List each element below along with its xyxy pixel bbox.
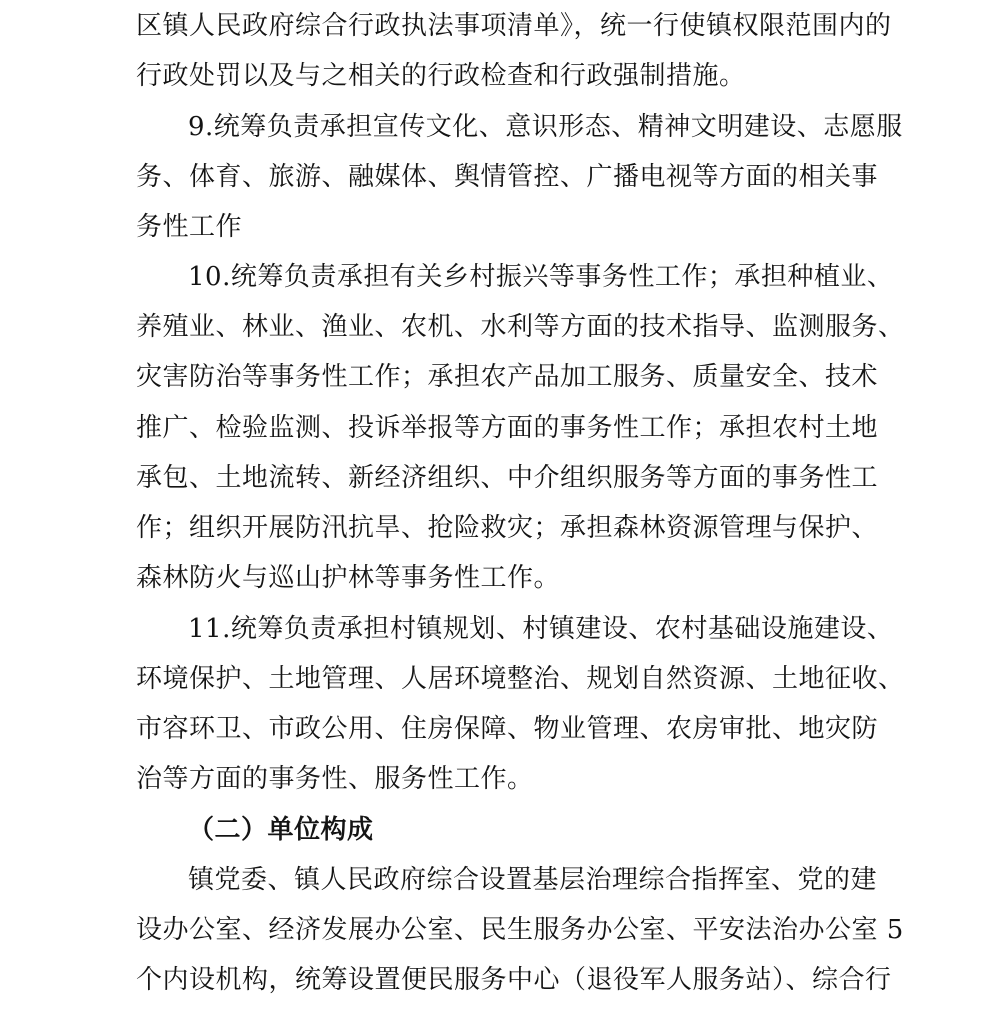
text-line: 森林防火与巡山护林等事务性工作。	[136, 563, 561, 593]
text-line: 承包、土地流转、新经济组织、中介组织服务等方面的事务性工	[136, 463, 879, 493]
text-line: 个内设机构，统筹设置便民服务中心（退役军人服务站）、综合行	[136, 965, 892, 995]
paragraph-first-line: 9.统筹负责承担宣传文化、意识形态、精神文明建设、志愿服	[188, 112, 903, 142]
text-line: 行政处罚以及与之相关的行政检查和行政强制措施。	[136, 61, 746, 91]
text-line: 务性工作	[136, 212, 243, 242]
text-line: 务、体育、旅游、融媒体、舆情管控、广播电视等方面的相关事	[136, 162, 879, 192]
paragraph-first-line: 镇党委、镇人民政府综合设置基层治理综合指挥室、党的建	[188, 865, 878, 895]
text-line: 灾害防治等事务性工作；承担农产品加工服务、质量安全、技术	[136, 362, 879, 392]
section-heading: （二）单位构成	[188, 815, 374, 845]
text-line: 设办公室、经济发展办公室、民生服务办公室、平安法治办公室 5	[136, 915, 904, 945]
text-line: 环境保护、土地管理、人居环境整治、规划自然资源、土地征收、	[136, 664, 905, 694]
text-line: 作；组织开展防汛抗旱、抢险救灾；承担森林资源管理与保护、	[136, 513, 879, 543]
text-line: 区镇人民政府综合行政执法事项清单》，统一行使镇权限范围内的	[136, 11, 892, 41]
text-line: 养殖业、林业、渔业、农机、水利等方面的技术指导、监测服务、	[136, 312, 905, 342]
text-line: 治等方面的事务性、服务性工作。	[136, 764, 534, 794]
paragraph-first-line: 11.统筹负责承担村镇规划、村镇建设、农村基础设施建设、	[188, 614, 894, 644]
paragraph-first-line: 10.统筹负责承担有关乡村振兴等事务性工作；承担种植业、	[188, 262, 894, 292]
text-line: 市容环卫、市政公用、住房保障、物业管理、农房审批、地灾防	[136, 714, 879, 744]
text-line: 推广、检验监测、投诉举报等方面的事务性工作；承担农村土地	[136, 413, 879, 443]
